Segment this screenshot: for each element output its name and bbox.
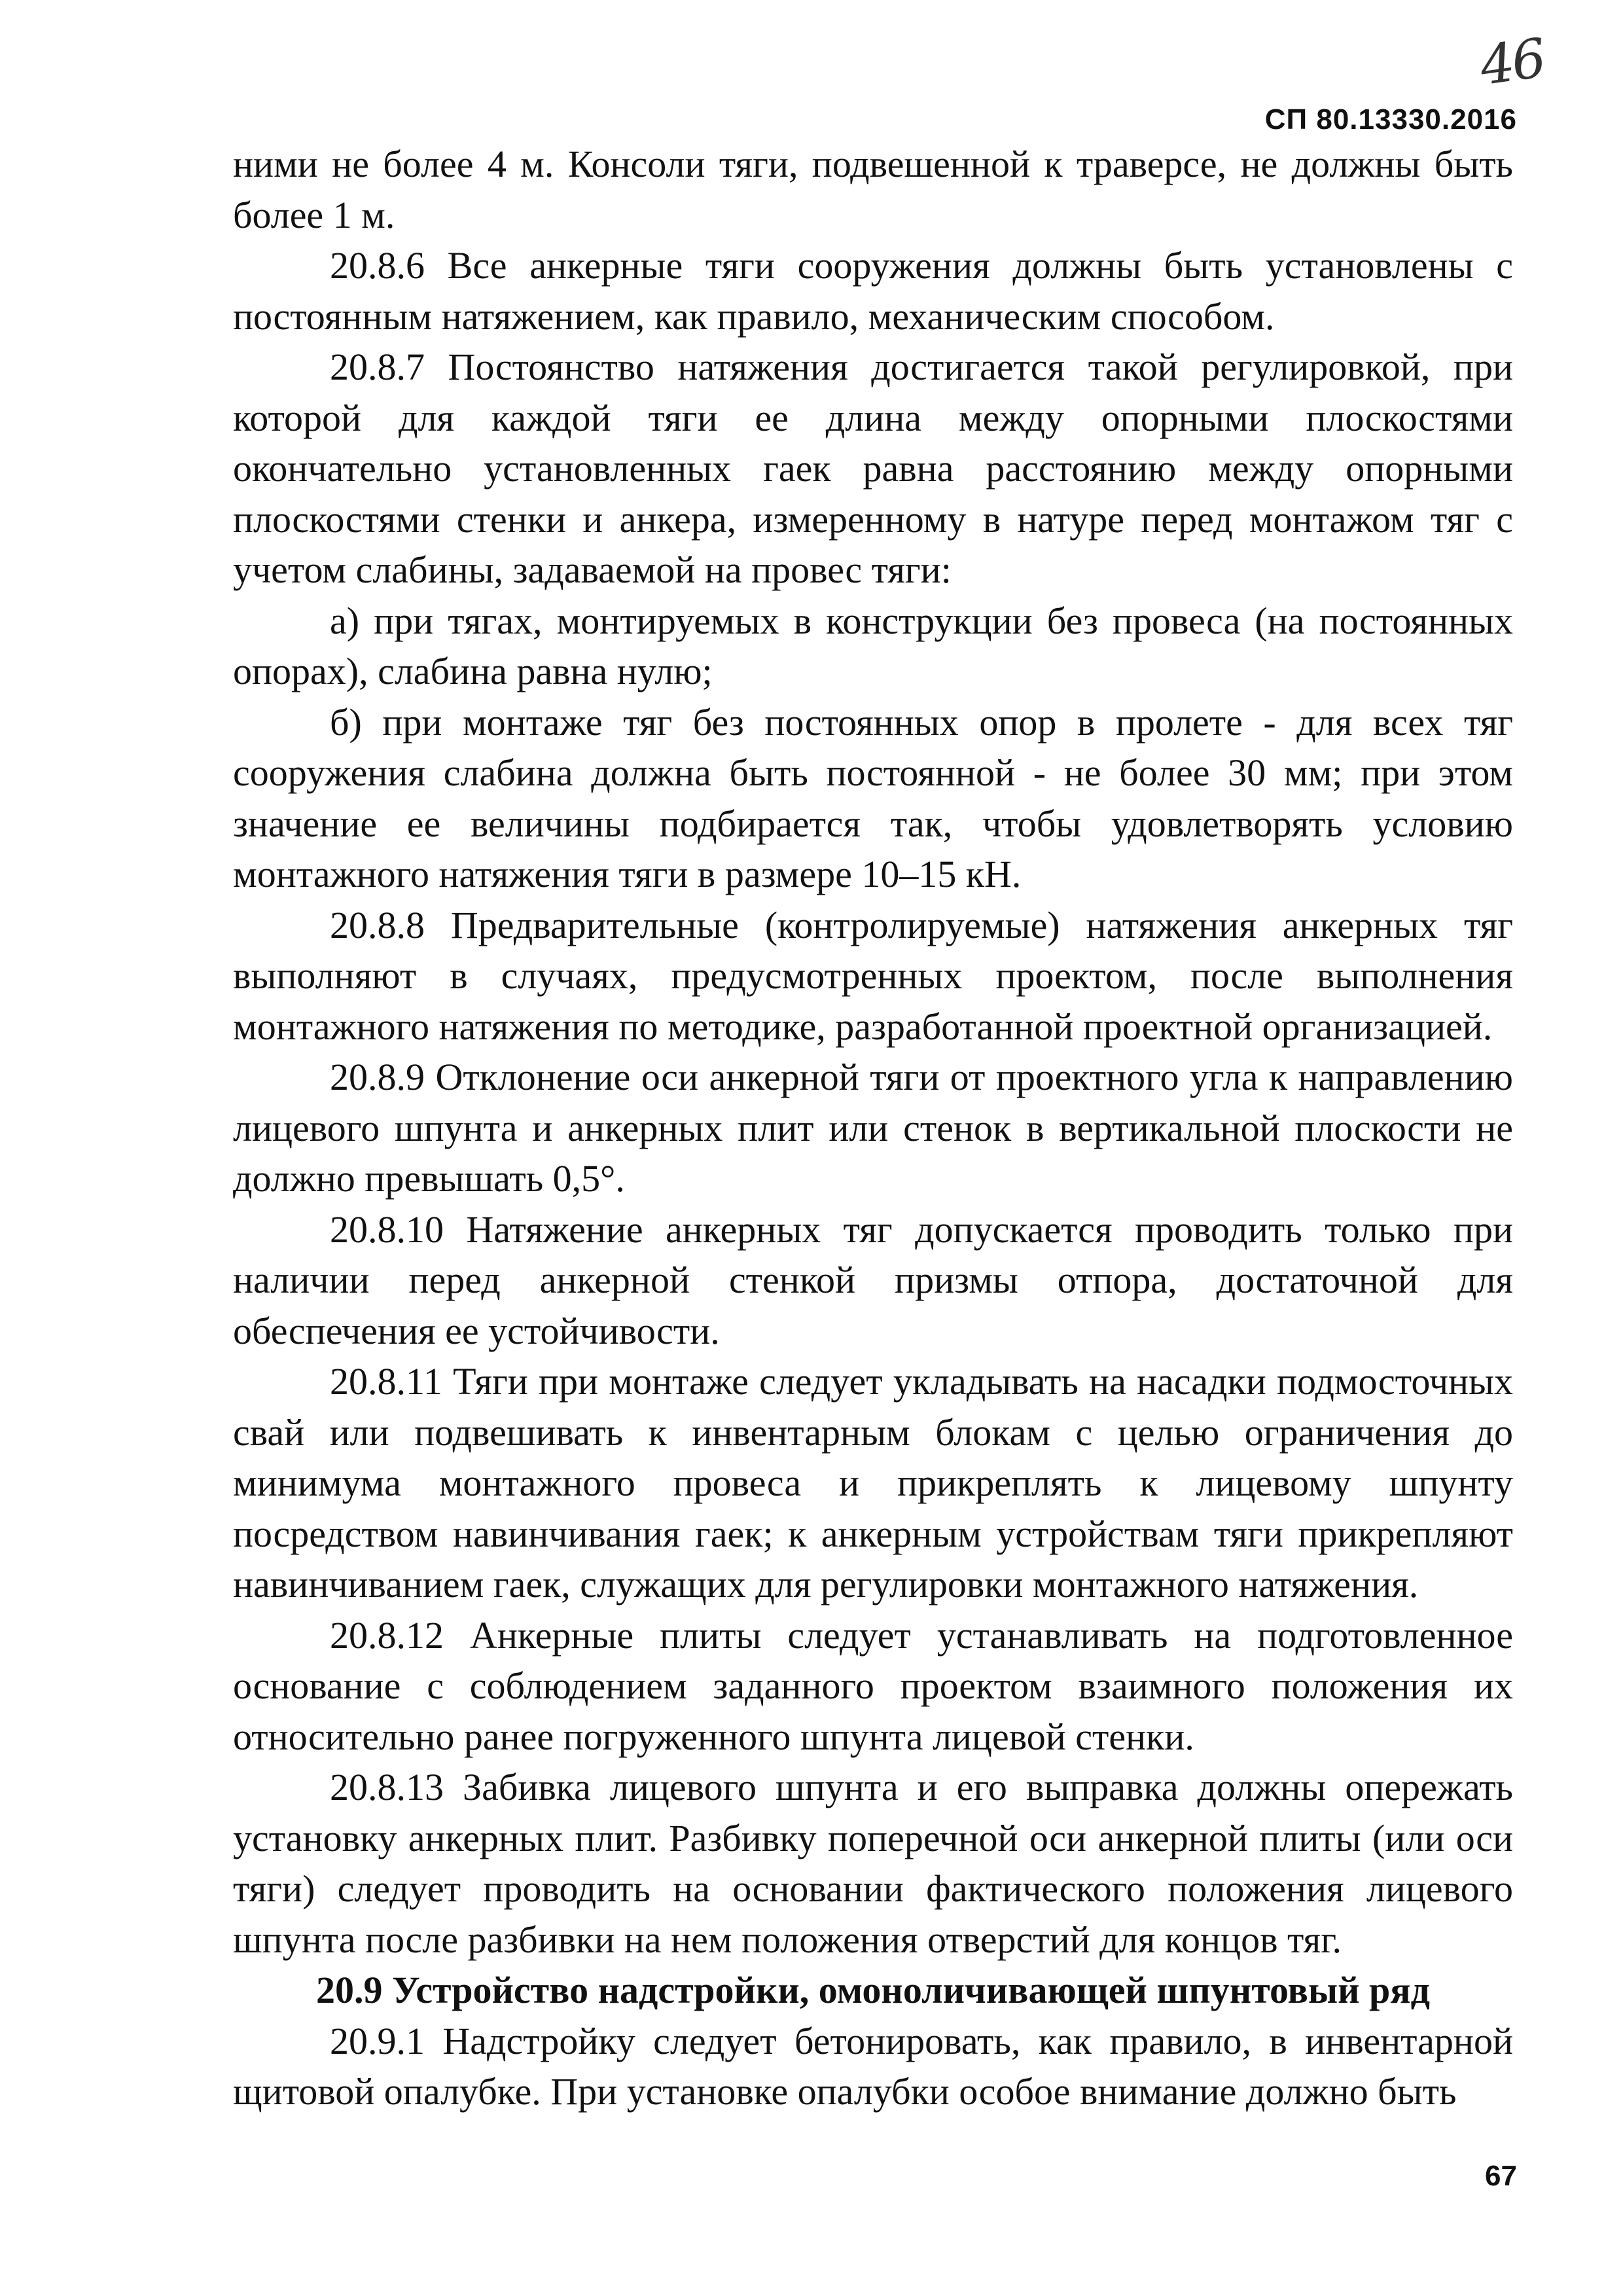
- page-number: 67: [1485, 2160, 1517, 2192]
- document-code: СП 80.13330.2016: [1264, 103, 1517, 135]
- paragraph-20-9-1: 20.9.1 Надстройку следует бетонировать, как правило, в инвентарной щитовой опалубке. При установке опалубки особое внимание должно быть: [233, 2019, 1513, 2113]
- paragraph-20-8-6: 20.8.6 Все анкерные тяги сооружения должны быть установлены с постоянным натяжением, как правило, механическим способом.: [233, 244, 1513, 338]
- section-heading-20-9: 20.9 Устройство надстройки, омоноличивающей шпунтовый ряд: [315, 1969, 1431, 2011]
- paragraph-20-8-7: 20.8.7 Постоянство натяжения достигается такой регулировкой, при которой для каждой тяги ее длина между опорными плоскостями окончательно установленных гаек равна расстоянию между опорными плоскостями стенки и анкера, измеренному в натуре перед монтажом тяг с учетом слабины, задаваемой на провес тяги:: [233, 346, 1513, 591]
- paragraph-continuation: ними не более 4 м. Консоли тяги, подвешенной к траверсе, не должны быть более 1 м.: [233, 143, 1513, 236]
- paragraph-20-8-11: 20.8.11 Тяги при монтаже следует укладывать на насадки подмосточных свай или подвешивать к инвентарным блокам с целью ограничения до минимума монтажного провеса и прикреплять к лицевому шпунту посредством навинчивания гаек; к анкерным устройствам тяги прикрепляют навинчиванием гаек, служащих для регулировки монтажного натяжения.: [233, 1360, 1513, 1605]
- handwritten-page-mark: 46: [1476, 27, 1548, 98]
- list-item-b: б) при монтаже тяг без постоянных опор в пролете - для всех тяг сооружения слабина должна быть постоянной - не более 30 мм; при этом значение ее величины подбирается так, чтобы удовлетворять условию монтажного натяжения тяги в размере 10–15 кН.: [233, 700, 1513, 895]
- paragraph-20-8-10: 20.8.10 Натяжение анкерных тяг допускается проводить только при наличии перед анкерной стенкой призмы отпора, достаточной для обеспечения ее устойчивости.: [233, 1208, 1513, 1352]
- paragraph-20-8-12: 20.8.12 Анкерные плиты следует устанавливать на подготовленное основание с соблюдением заданного проектом взаимного положения их относительно ранее погруженного шпунта лицевой стенки.: [233, 1613, 1513, 1758]
- paragraph-20-8-8: 20.8.8 Предварительные (контролируемые) натяжения анкерных тяг выполняют в случаях, предусмотренных проектом, после выполнения монтажного натяжения по методике, разработанной проектной организацией.: [233, 903, 1513, 1048]
- paragraph-20-8-13: 20.8.13 Забивка лицевого шпунта и его выправка должны опережать установку анкерных плит. Разбивку поперечной оси анкерной плиты (или оси тяги) следует проводить на основании фактического положения лицевого шпунта после разбивки на нем положения отверстий для концов тяг.: [233, 1766, 1513, 1961]
- paragraph-20-8-9: 20.8.9 Отклонение оси анкерной тяги от проектного угла к направлению лицевого шпунта и анкерных плит или стенок в вертикальной плоскости не должно превышать 0,5°.: [233, 1056, 1513, 1200]
- list-item-a: а) при тягах, монтируемых в конструкции без провеса (на постоянных опорах), слабина равна нулю;: [233, 599, 1513, 692]
- document-body: [233, 139, 1513, 2117]
